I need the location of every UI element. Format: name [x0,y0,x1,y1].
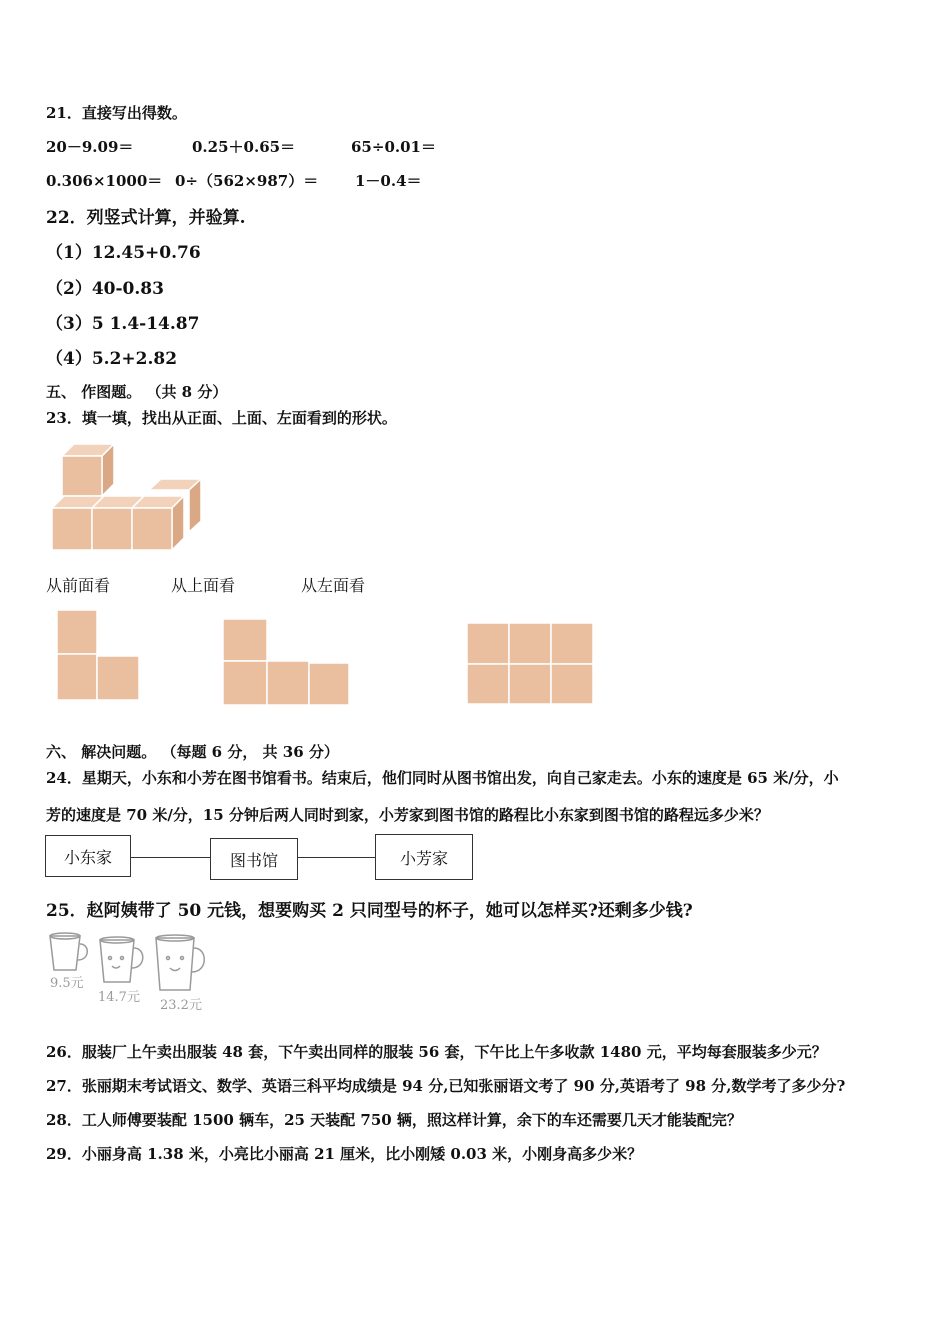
cube-stack-figure [46,438,206,553]
q21-expr-2: 0.25＋0.65＝ [192,138,296,156]
q27: 27．张丽期末考试语文、数学、英语三科平均成绩是 94 分,已知张丽语文考了 90 分,英语考了 98 分,数学考了多少分? [46,1077,846,1095]
top-view-shape [222,619,352,707]
cup-price-1: 9.5元 [50,976,84,991]
q21-expr-5: 0÷（562×987）＝ [175,172,319,190]
cup-icon [46,930,90,974]
q21-title: 21．直接写出得数。 [46,104,187,122]
q22-item-2: （2）40-0.83 [46,279,164,299]
q22-item-3: （3）5 1.4-14.87 [46,314,200,334]
view-label-front: 从前面看 [46,576,111,595]
section6-title: 六、 解决问题。 （每题 6 分， 共 36 分） [46,743,339,761]
connector-line-right [298,857,376,858]
q23-title: 23．填一填，找出从正面、上面、左面看到的形状。 [46,409,397,427]
library-box: 图书馆 [210,838,298,880]
q28: 28．工人师傅要装配 1500 辆车，25 天装配 750 辆，照这样计算，余下的车还需要几天才能装配完？ [46,1111,742,1129]
q21-expr-6: 1－0.4＝ [355,172,422,190]
view-label-top: 从上面看 [171,576,236,595]
q22-item-4: （4）5.2+2.82 [46,349,178,369]
cup-price-2: 14.7元 [98,990,140,1005]
section5-title: 五、 作图题。 （共 8 分） [46,383,228,401]
q24-line-1: 24．星期天，小东和小芳在图书馆看书。结束后，他们同时从图书馆出发，向自己家走去。小东的速度是 65 米/分，小 [46,769,839,787]
cup-icon [152,932,208,996]
connector-line-left [131,857,211,858]
cup-price-3: 23.2元 [160,998,202,1013]
left-view-shape [466,622,596,706]
q21-expr-4: 0.306×1000＝ [46,172,163,190]
q21-expr-3: 65÷0.01＝ [351,138,436,156]
xiaodong-home-box: 小东家 [45,835,131,877]
view-label-left: 从左面看 [301,576,366,595]
q22-title: 22．列竖式计算，并验算. [46,208,246,228]
front-view-shape [55,610,145,705]
xiaofang-home-box: 小芳家 [375,834,473,880]
q22-item-1: （1）12.45+0.76 [46,243,201,263]
q24-line-2: 芳的速度是 70 米/分，15 分钟后两人同时到家，小芳家到图书馆的路程比小东家到图书馆的路程远多少米？ [46,806,769,824]
q21-expr-1: 20－9.09＝ [46,138,134,156]
q25-title: 25．赵阿姨带了 50 元钱，想要购买 2 只同型号的杯子，她可以怎样买?还剩多少钱? [46,901,693,921]
q29: 29．小丽身高 1.38 米，小亮比小丽高 21 厘米，比小刚矮 0.03 米，小刚身高多少米？ [46,1145,643,1163]
cup-icon [96,934,146,988]
q26: 26．服装厂上午卖出服装 48 套，下午卖出同样的服装 56 套，下午比上午多收款 1480 元，平均每套服装多少元？ [46,1043,827,1061]
